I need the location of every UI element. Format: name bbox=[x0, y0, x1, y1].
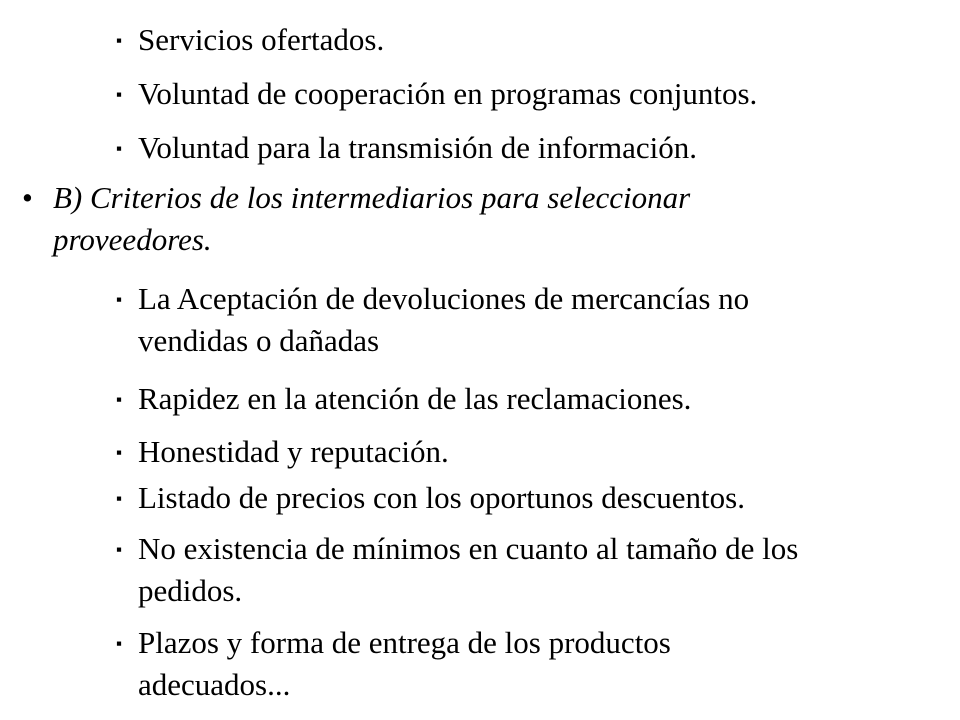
square-bullet-icon: ▪ bbox=[116, 390, 123, 409]
bullet-text-line: vendidas o dañadas bbox=[138, 323, 380, 358]
bullet-item bbox=[116, 278, 750, 362]
bullet-text: Servicios ofertados. bbox=[138, 22, 385, 57]
bullet-item bbox=[116, 73, 758, 115]
bullet-text-line: adecuados... bbox=[138, 667, 291, 702]
bullet-text-line: Plazos y forma de entrega de los productos bbox=[138, 625, 671, 660]
square-bullet-icon: ▪ bbox=[116, 540, 123, 559]
square-bullet-icon: ▪ bbox=[116, 290, 123, 309]
bullet-text: Voluntad para la transmisión de información. bbox=[138, 130, 698, 165]
bullet-item bbox=[116, 378, 692, 420]
bullet-text: Honestidad y reputación. bbox=[138, 434, 449, 469]
section-heading-line: proveedores. bbox=[53, 222, 212, 257]
square-bullet-icon: ▪ bbox=[116, 443, 123, 462]
square-bullet-icon: ▪ bbox=[116, 139, 123, 158]
bullet-item bbox=[116, 477, 745, 519]
square-bullet-icon: ▪ bbox=[116, 634, 123, 653]
bullet-item bbox=[116, 127, 698, 169]
bullet-text: Voluntad de cooperación en programas conjuntos. bbox=[138, 76, 758, 111]
bullet-item bbox=[116, 622, 671, 706]
section-heading-line: B) Criterios de los intermediarios para seleccionar bbox=[53, 180, 691, 215]
round-bullet-icon: • bbox=[22, 180, 33, 215]
square-bullet-icon: ▪ bbox=[116, 85, 123, 104]
bullet-text-line: No existencia de mínimos en cuanto al tamaño de los bbox=[138, 531, 799, 566]
bullet-text-line: pedidos. bbox=[138, 573, 243, 608]
bullet-text: Rapidez en la atención de las reclamaciones. bbox=[138, 381, 692, 416]
square-bullet-icon: ▪ bbox=[116, 489, 123, 508]
bullet-text: Listado de precios con los oportunos descuentos. bbox=[138, 480, 745, 515]
bullet-item bbox=[116, 528, 799, 612]
bullet-item bbox=[116, 431, 449, 473]
bullet-item bbox=[116, 19, 385, 61]
bullet-text-line: La Aceptación de devoluciones de mercancías no bbox=[138, 281, 750, 316]
square-bullet-icon: ▪ bbox=[116, 31, 123, 50]
section-heading-item bbox=[22, 177, 691, 261]
